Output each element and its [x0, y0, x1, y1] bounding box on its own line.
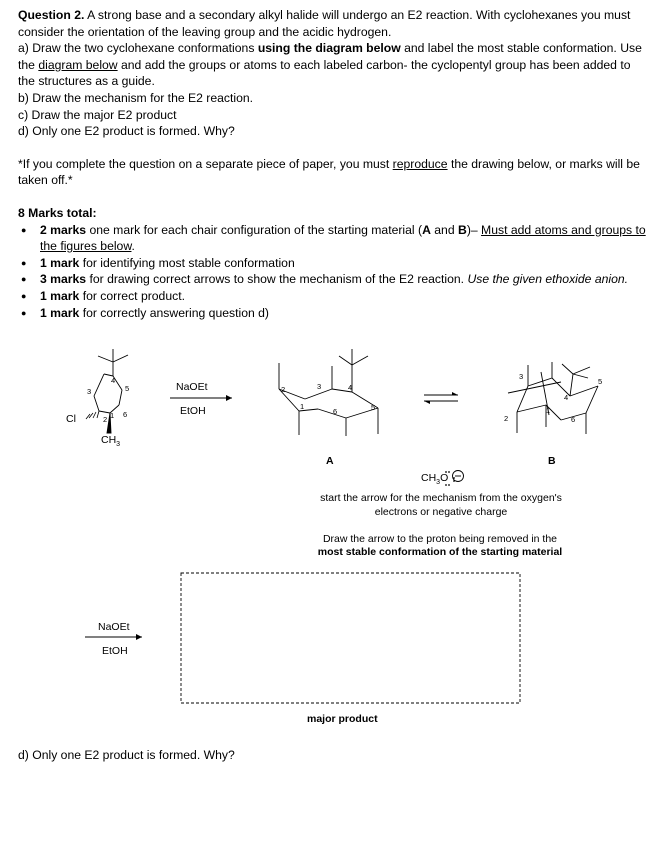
carbon-number: 5	[371, 403, 376, 412]
marks-item: ● 3 marks for drawing correct arrows to show the mechanism of the E2 reaction. Use the given ethoxide anion.	[18, 271, 648, 288]
carbon-number: 4	[564, 393, 569, 402]
carbon-number: 2	[281, 385, 286, 394]
major-product-label: major product	[307, 713, 378, 725]
marks-item: ● 1 mark for correct product.	[18, 288, 648, 305]
carbon-number: 1	[546, 406, 551, 415]
carbon-number: 1	[300, 402, 305, 411]
paper-note: *If you complete the question on a separate piece of paper, you must reproduce the drawing below, or marks will be taken off.*	[18, 156, 640, 188]
carbon-number: 4	[348, 383, 353, 392]
carbon-number: 5	[598, 377, 603, 386]
carbon-number: 1	[110, 411, 115, 420]
carbon-number: 6	[571, 415, 576, 424]
chlorine-label: Cl	[66, 413, 76, 425]
question-intro: Question 2. A strong base and a secondary alkyl halide will undergo an E2 reaction. With cyclohexanes you must consider the orientation of the leaving group and the acidic hydrogen.	[18, 8, 631, 39]
carbon-number: 3	[519, 372, 524, 381]
marks-item: ● 2 marks one mark for each chair configuration of the starting material (A and B)– Must add atoms and groups to the figures below.	[18, 222, 648, 255]
carbon-number: 5	[125, 384, 130, 393]
final-question: d) Only one E2 product is formed. Why?	[18, 748, 235, 762]
methoxide-label: $CH_3O$	[421, 472, 449, 487]
product-box	[181, 573, 520, 703]
question-part-c: c) Draw the major E2 product	[18, 107, 177, 122]
carbon-number: 3	[317, 382, 322, 391]
carbon-number: 2	[504, 414, 509, 423]
question-part-a: a) Draw the two cyclohexane conformations using the diagram below and label the most stable conformation. Use the diagram below and add the groups or atoms to each labeled carbon- the cyclopentyl group has been added to the structures as a guide.	[18, 41, 642, 89]
marks-title: 8 Marks total:	[18, 205, 97, 220]
methyl-label: $CH_3$	[101, 434, 121, 449]
carbon-number: 4	[111, 376, 116, 385]
instruction-proton: Draw the arrow to the proton being removed in the most stable conformation of the starting material	[317, 533, 563, 558]
question-part-d: d) Only one E2 product is formed. Why?	[18, 124, 235, 139]
chair-b-label: B	[548, 455, 556, 467]
carbon-number: 3	[87, 387, 92, 396]
equilibrium-arrows	[424, 392, 458, 404]
carbon-number: 6	[123, 410, 128, 419]
marks-item: ● 1 mark for correctly answering question d)	[18, 305, 648, 322]
instruction-arrow-start: start the arrow for the mechanism from the oxygen's electrons or negative charge	[320, 492, 562, 518]
question-part-b: b) Draw the mechanism for the E2 reaction.	[18, 90, 254, 105]
reagent-bottom: EtOH	[180, 405, 206, 417]
reagent-top: NaOEt	[176, 381, 208, 393]
chair-a	[279, 349, 378, 436]
reagent-top-2: NaOEt	[98, 621, 130, 633]
marks-item: ● 1 mark for identifying most stable conformation	[18, 255, 648, 272]
reagent-bottom-2: EtOH	[102, 645, 128, 657]
chair-a-label: A	[326, 455, 334, 467]
carbon-number: 2	[103, 415, 108, 424]
diagram-link: diagram below	[38, 57, 118, 72]
question-label: Question 2.	[18, 8, 85, 22]
carbon-number: 6	[333, 407, 338, 416]
